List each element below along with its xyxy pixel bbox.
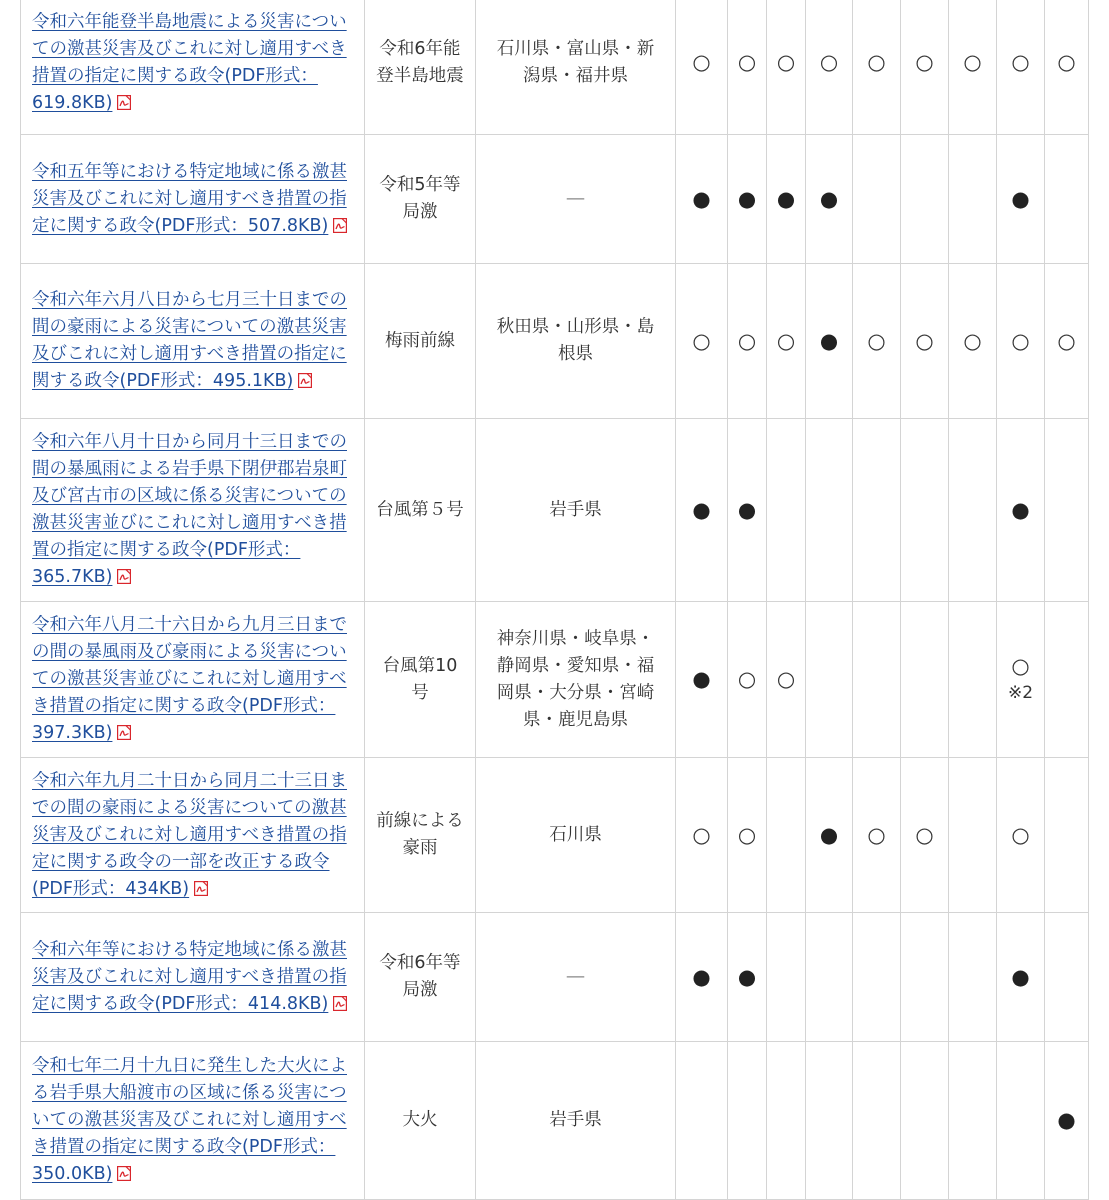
measure-cell xyxy=(676,419,728,602)
measure-cell xyxy=(767,135,806,264)
measure-cell xyxy=(853,419,901,602)
filled-circle-icon: ● xyxy=(692,667,711,691)
hollow-circle-icon: ○ xyxy=(963,328,982,353)
table-row xyxy=(21,602,1089,758)
measure-cell xyxy=(853,913,901,1042)
target-area-cell: 岩手県 xyxy=(476,1042,676,1200)
disaster-type-cell: 大火 xyxy=(365,1042,476,1200)
hollow-circle-icon: ○ xyxy=(915,328,934,353)
target-area-cell: 石川県 xyxy=(476,758,676,913)
measure-cell xyxy=(1045,1042,1089,1200)
target-area-cell: ― xyxy=(476,135,676,264)
measure-cell xyxy=(806,419,853,602)
ordinance-pdf-link[interactable]: 令和六年等における特定地域に係る激甚災害及びこれに対し適用すべき措置の指定に関する政令(PDF形式：414.8KB) xyxy=(32,939,347,1014)
measure-cell xyxy=(1045,419,1089,602)
target-area-cell: 岩手県 xyxy=(476,419,676,602)
hollow-circle-icon: ○ xyxy=(1057,328,1076,353)
measure-cell xyxy=(997,264,1045,419)
filled-circle-icon: ● xyxy=(737,497,757,522)
ordinance-pdf-link[interactable]: 令和六年八月二十六日から九月三日までの間の暴風雨及び豪雨による災害についての激甚災害並びにこれに対し適用すべき措置の指定に関する政令(PDF形式：397.3KB) xyxy=(32,615,347,743)
measure-cell xyxy=(676,913,728,1042)
disaster-type-cell: 台風第５号 xyxy=(365,419,476,602)
disaster-type-cell: 令和6年能登半島地震 xyxy=(365,0,476,135)
hollow-circle-icon: ○ xyxy=(737,50,757,74)
table-row xyxy=(21,135,1089,264)
measure-cell xyxy=(767,264,806,419)
measure-cell xyxy=(1045,135,1089,264)
measure-cell xyxy=(728,135,767,264)
hollow-circle-icon: ○ xyxy=(1057,50,1076,74)
ordinance-pdf-link[interactable]: 令和六年八月十日から同月十三日までの間の暴風雨による岩手県下閉伊郡岩泉町及び宮古市の区域に係る災害についての激甚災害並びにこれに対し適用すべき措置の指定に関する政令(PDF形式：365.7KB) xyxy=(32,432,347,587)
target-area-cell: 神奈川県・岐阜県・静岡県・愛知県・福岡県・大分県・宮崎県・鹿児島県 xyxy=(476,602,676,758)
ordinance-pdf-link[interactable]: 令和五年等における特定地域に係る激甚災害及びこれに対し適用すべき措置の指定に関する政令(PDF形式：507.8KB) xyxy=(32,161,347,236)
measure-cell xyxy=(806,913,853,1042)
measure-cell xyxy=(997,602,1045,758)
measure-cell xyxy=(949,602,997,758)
hollow-circle-icon: ○ xyxy=(915,822,934,847)
measure-cell xyxy=(949,1042,997,1200)
ordinance-cell xyxy=(21,264,365,419)
measure-cell xyxy=(853,0,901,135)
ordinance-cell xyxy=(21,135,365,264)
ordinance-cell xyxy=(21,602,365,758)
disaster-type-cell: 前線による豪雨 xyxy=(365,758,476,913)
measure-cell xyxy=(767,602,806,758)
hollow-circle-icon: ○ xyxy=(819,50,839,74)
measure-cell xyxy=(806,758,853,913)
ordinance-cell xyxy=(21,419,365,602)
filled-circle-icon: ● xyxy=(776,186,796,211)
measure-cell xyxy=(728,419,767,602)
hollow-circle-icon: ○ xyxy=(692,328,711,353)
measure-cell xyxy=(901,758,949,913)
footnote-mark: ※2 xyxy=(1007,683,1034,703)
measure-cell xyxy=(806,135,853,264)
target-area-cell: 石川県・富山県・新潟県・福井県 xyxy=(476,0,676,135)
hollow-circle-icon: ○ xyxy=(1011,822,1030,847)
hollow-circle-icon: ○ xyxy=(776,667,796,691)
filled-circle-icon: ● xyxy=(1011,497,1030,522)
measure-cell xyxy=(949,135,997,264)
measure-cell xyxy=(806,0,853,135)
hollow-circle-icon: ○ xyxy=(915,50,934,74)
measure-cell xyxy=(767,0,806,135)
pdf-file-icon[interactable] xyxy=(117,722,131,737)
ordinance-cell xyxy=(21,1042,365,1200)
measure-cell xyxy=(853,602,901,758)
filled-circle-icon: ● xyxy=(819,822,839,847)
measure-cell xyxy=(853,264,901,419)
measure-cell xyxy=(806,602,853,758)
hollow-circle-icon: ○ xyxy=(963,50,982,74)
measure-cell xyxy=(901,913,949,1042)
pdf-file-icon[interactable] xyxy=(298,370,312,385)
filled-circle-icon: ● xyxy=(737,964,757,989)
hollow-circle-icon: ○ xyxy=(737,822,757,847)
table-row xyxy=(21,913,1089,1042)
measure-cell xyxy=(901,602,949,758)
measure-cell xyxy=(901,1042,949,1200)
measure-cell xyxy=(676,758,728,913)
table-row xyxy=(21,0,1089,135)
hollow-circle-icon: ○ xyxy=(867,50,886,74)
measure-cell xyxy=(728,264,767,419)
ordinance-pdf-link[interactable]: 令和六年六月八日から七月三十日までの間の豪雨による災害についての激甚災害及びこれに対し適用すべき措置の指定に関する政令(PDF形式：495.1KB) xyxy=(32,290,347,391)
filled-circle-icon: ● xyxy=(819,186,839,211)
hollow-circle-icon: ○ xyxy=(737,328,757,353)
disaster-designation-table xyxy=(20,0,1089,1200)
measure-cell xyxy=(949,0,997,135)
hollow-circle-icon: ○ xyxy=(867,328,886,353)
measure-cell xyxy=(997,0,1045,135)
hollow-circle-icon: ○ xyxy=(692,50,711,74)
measure-cell xyxy=(901,0,949,135)
disaster-type-cell: 令和6年等局激 xyxy=(365,913,476,1042)
measure-cell xyxy=(949,264,997,419)
filled-circle-icon: ● xyxy=(1011,186,1030,211)
measure-cell xyxy=(767,913,806,1042)
measure-cell xyxy=(767,758,806,913)
hollow-circle-icon: ○ xyxy=(867,822,886,847)
measure-cell xyxy=(901,419,949,602)
hollow-circle-icon: ○ xyxy=(776,50,796,74)
pdf-file-icon[interactable] xyxy=(194,878,208,893)
disaster-type-cell: 梅雨前線 xyxy=(365,264,476,419)
measure-cell xyxy=(997,419,1045,602)
measure-cell xyxy=(767,1042,806,1200)
measure-cell xyxy=(676,602,728,758)
ordinance-pdf-link[interactable]: 令和七年二月十九日に発生した大火による岩手県大船渡市の区域に係る災害についての激甚災害及びこれに対し適用すべき措置の指定に関する政令(PDF形式：350.0KB) xyxy=(32,1056,347,1184)
pdf-file-icon[interactable] xyxy=(333,215,347,230)
table-row xyxy=(21,1042,1089,1200)
ordinance-cell xyxy=(21,0,365,135)
measure-cell xyxy=(997,135,1045,264)
pdf-file-icon[interactable] xyxy=(333,993,347,1008)
measure-cell xyxy=(728,913,767,1042)
filled-circle-icon: ● xyxy=(692,964,711,989)
hollow-circle-icon: ○ xyxy=(1011,328,1030,353)
hollow-circle-icon: ○ xyxy=(1011,654,1030,678)
table-row xyxy=(21,264,1089,419)
measure-cell xyxy=(1045,913,1089,1042)
hollow-circle-icon: ○ xyxy=(776,328,796,353)
measure-cell xyxy=(1045,264,1089,419)
hollow-circle-icon: ○ xyxy=(737,667,757,691)
measure-cell xyxy=(901,135,949,264)
measure-cell xyxy=(949,419,997,602)
measure-cell xyxy=(949,913,997,1042)
measure-cell xyxy=(1045,758,1089,913)
pdf-file-icon[interactable] xyxy=(117,92,131,107)
ordinance-cell xyxy=(21,758,365,913)
measure-cell xyxy=(676,264,728,419)
target-area-cell: 秋田県・山形県・島根県 xyxy=(476,264,676,419)
ordinance-pdf-link[interactable]: 令和六年能登半島地震による災害についての激甚災害及びこれに対し適用すべき措置の指定に関する政令(PDF形式：619.8KB) xyxy=(32,11,347,113)
hollow-circle-icon: ○ xyxy=(1011,50,1030,74)
table-row xyxy=(21,419,1089,602)
filled-circle-icon: ● xyxy=(819,328,839,353)
measure-cell xyxy=(853,135,901,264)
measure-cell xyxy=(767,419,806,602)
table-row xyxy=(21,758,1089,913)
measure-cell xyxy=(853,1042,901,1200)
measure-cell xyxy=(949,758,997,913)
target-area-cell: ― xyxy=(476,913,676,1042)
ordinance-pdf-link[interactable]: 令和六年九月二十日から同月二十三日までの間の豪雨による災害についての激甚災害及びこれに対し適用すべき措置の指定に関する政令の一部を改正する政令(PDF形式：434KB) xyxy=(32,770,347,899)
disaster-type-cell: 台風第10号 xyxy=(365,602,476,758)
measure-cell xyxy=(997,913,1045,1042)
measure-cell xyxy=(997,758,1045,913)
measure-cell xyxy=(728,1042,767,1200)
hollow-circle-icon: ○ xyxy=(692,822,711,847)
measure-cell xyxy=(997,1042,1045,1200)
pdf-file-icon[interactable] xyxy=(117,566,131,581)
filled-circle-icon: ● xyxy=(692,497,711,522)
filled-circle-icon: ● xyxy=(1057,1108,1076,1132)
measure-cell xyxy=(806,1042,853,1200)
filled-circle-icon: ● xyxy=(692,186,711,211)
measure-cell xyxy=(806,264,853,419)
measure-cell xyxy=(1045,602,1089,758)
measure-cell xyxy=(676,0,728,135)
measure-cell xyxy=(728,758,767,913)
measure-cell xyxy=(728,0,767,135)
measure-cell xyxy=(901,264,949,419)
measure-cell xyxy=(676,1042,728,1200)
ordinance-cell xyxy=(21,913,365,1042)
pdf-file-icon[interactable] xyxy=(117,1163,131,1178)
measure-cell xyxy=(728,602,767,758)
filled-circle-icon: ● xyxy=(1011,964,1030,989)
measure-cell xyxy=(676,135,728,264)
disaster-type-cell: 令和5年等局激 xyxy=(365,135,476,264)
measure-cell xyxy=(1045,0,1089,135)
measure-cell xyxy=(853,758,901,913)
filled-circle-icon: ● xyxy=(737,186,757,211)
